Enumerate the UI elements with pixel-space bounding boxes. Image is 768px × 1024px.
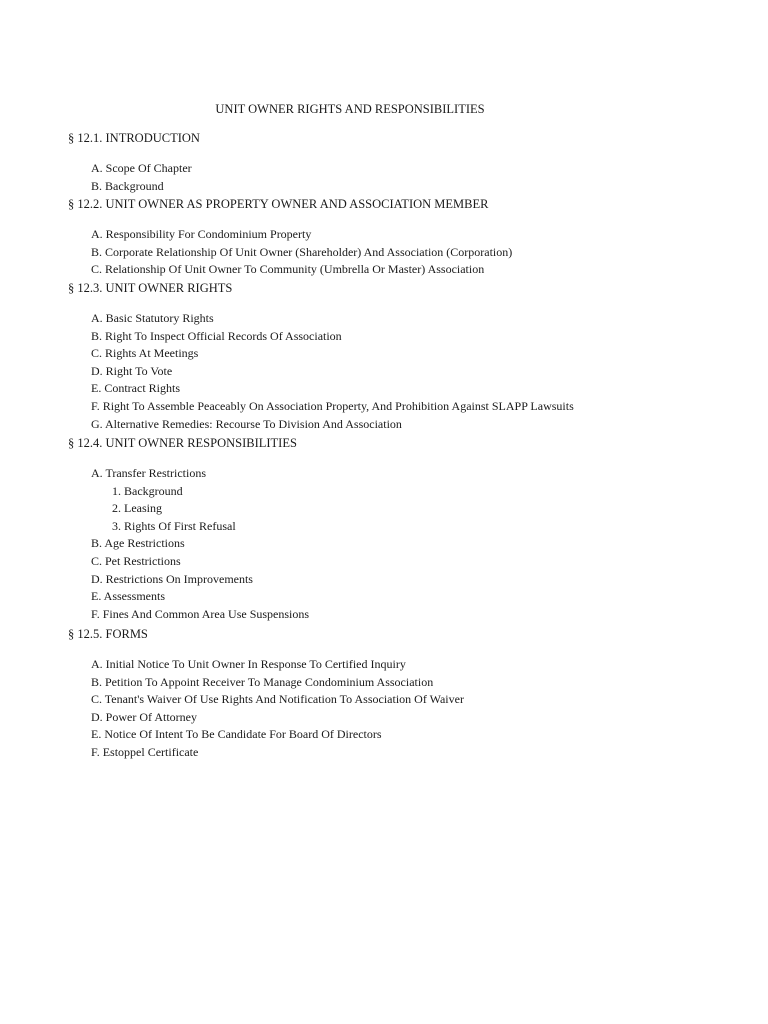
list-item: E. Contract Rights: [91, 381, 180, 396]
section-items: [68, 656, 464, 762]
section-12-3: [68, 280, 574, 433]
list-item: B. Background: [91, 178, 164, 193]
section-heading: § 12.3. UNIT OWNER RIGHTS: [68, 281, 233, 295]
list-item: A. Initial Notice To Unit Owner In Response To Certified Inquiry: [91, 657, 406, 671]
section-heading: § 12.4. UNIT OWNER RESPONSIBILITIES: [68, 436, 297, 450]
document-title: UNIT OWNER RIGHTS AND RESPONSIBILITIES: [215, 102, 485, 116]
section-items: [68, 160, 200, 195]
list-item: E. Notice Of Intent To Be Candidate For Board Of Directors: [91, 727, 382, 742]
list-item: A. Basic Statutory Rights: [91, 311, 214, 325]
section-items: [68, 310, 574, 433]
list-item: F. Fines And Common Area Use Suspensions: [91, 606, 310, 621]
sub-list-item: 1. Background: [112, 483, 183, 498]
list-item: A. Responsibility For Condominium Property: [91, 227, 312, 241]
list-item: C. Relationship Of Unit Owner To Community (Umbrella Or Master) Association: [91, 262, 485, 277]
list-item: F. Right To Assemble Peaceably On Association Property, And Prohibition Against SLAPP Lawsuits: [91, 398, 574, 413]
list-item: B. Corporate Relationship Of Unit Owner (Shareholder) And Association (Corporation): [91, 244, 513, 259]
section-12-5: [68, 626, 464, 762]
sub-list-item: 2. Leasing: [112, 501, 162, 516]
list-item: A. Scope Of Chapter: [91, 161, 192, 175]
list-item: E. Assessments: [91, 589, 166, 604]
section-heading: § 12.2. UNIT OWNER AS PROPERTY OWNER AND ASSOCIATION MEMBER: [68, 197, 489, 211]
list-item: A. Transfer Restrictions: [91, 466, 206, 480]
section-heading: § 12.1. INTRODUCTION: [68, 131, 200, 145]
list-item: G. Alternative Remedies: Recourse To Division And Association: [91, 416, 402, 431]
list-item: C. Pet Restrictions: [91, 553, 181, 568]
list-item: B. Right To Inspect Official Records Of Association: [91, 328, 342, 343]
list-item: C. Tenant's Waiver Of Use Rights And Notification To Association Of Waiver: [91, 692, 464, 707]
section-12-1: [68, 130, 200, 195]
section-items: [68, 465, 309, 623]
list-item: D. Power Of Attorney: [91, 709, 197, 724]
list-item: C. Rights At Meetings: [91, 346, 199, 361]
section-items: [68, 226, 512, 279]
sub-list-item: 3. Rights Of First Refusal: [112, 518, 236, 533]
section-12-2: [68, 196, 512, 279]
sub-list: [91, 483, 309, 536]
list-item: B. Age Restrictions: [91, 536, 185, 551]
section-heading: § 12.5. FORMS: [68, 627, 148, 641]
list-item: B. Petition To Appoint Receiver To Manage Condominium Association: [91, 674, 434, 689]
list-item: F. Estoppel Certificate: [91, 744, 199, 759]
section-12-4: [68, 435, 309, 623]
list-item: D. Restrictions On Improvements: [91, 571, 253, 586]
list-item: D. Right To Vote: [91, 363, 173, 378]
